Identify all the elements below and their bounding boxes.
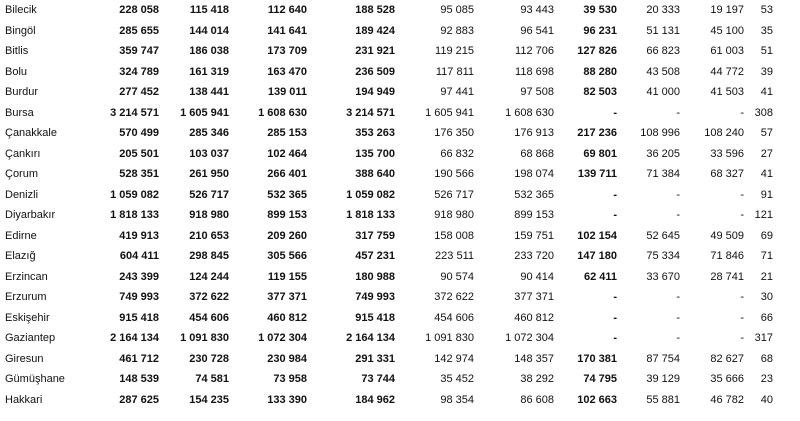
province-name: Eskişehir <box>5 311 50 324</box>
province-name: Denizli <box>5 188 39 201</box>
province-name: Diyarbakır <box>5 209 56 222</box>
table-row <box>0 103 800 124</box>
province-name: Edirne <box>5 229 37 242</box>
table-cell: 454 606 <box>189 311 229 324</box>
table-cell: 147 180 <box>577 250 617 263</box>
table-cell: - <box>740 311 744 324</box>
table-cell: 287 625 <box>119 393 159 406</box>
table-cell: 372 622 <box>189 291 229 304</box>
table-cell: 460 812 <box>267 311 307 324</box>
province-name: Gaziantep <box>5 332 56 345</box>
table-row <box>0 123 800 144</box>
table-cell: 112 706 <box>515 45 554 58</box>
table-cell: 154 235 <box>189 393 229 406</box>
table-cell: 1 072 304 <box>505 332 554 345</box>
table-cell: 526 717 <box>434 188 474 201</box>
table-cell: - <box>740 106 744 119</box>
table-cell: 19 197 <box>710 4 744 17</box>
table-cell: 161 319 <box>189 65 229 78</box>
table-cell: 127 826 <box>577 45 617 58</box>
table-cell: 28 741 <box>710 270 744 283</box>
table-cell: 71 384 <box>646 168 680 181</box>
table-cell: 93 443 <box>520 4 554 17</box>
table-cell: 119 215 <box>435 45 474 58</box>
table-cell: 82 503 <box>583 86 617 99</box>
table-cell: 30 <box>760 291 773 304</box>
table-cell: 75 334 <box>646 250 680 263</box>
table-cell: 96 231 <box>583 24 617 37</box>
table-row <box>0 308 800 329</box>
table-cell: 40 <box>760 393 773 406</box>
table-cell: 121 <box>754 209 773 222</box>
table-cell: 243 399 <box>119 270 159 283</box>
province-name: Çankırı <box>5 147 41 160</box>
table-cell: 62 411 <box>583 270 617 283</box>
table-cell: - <box>613 106 617 119</box>
table-cell: 46 782 <box>710 393 744 406</box>
table-row <box>0 144 800 165</box>
table-cell: 90 574 <box>440 270 474 283</box>
table-cell: - <box>676 106 680 119</box>
table-cell: 532 365 <box>267 188 307 201</box>
table-cell: 298 845 <box>189 250 229 263</box>
province-name: Hakkari <box>5 393 43 406</box>
table-cell: 20 333 <box>646 4 680 17</box>
table-cell: 1 605 941 <box>180 106 229 119</box>
table-cell: - <box>613 188 617 201</box>
table-cell: 3 214 571 <box>110 106 159 119</box>
table-cell: 68 <box>760 352 773 365</box>
table-cell: 142 974 <box>434 352 474 365</box>
table-cell: 73 744 <box>361 373 395 386</box>
table-cell: 71 846 <box>710 250 744 263</box>
table-cell: 308 <box>754 106 773 119</box>
table-cell: 158 008 <box>434 229 474 242</box>
table-cell: 285 153 <box>267 127 307 140</box>
table-row <box>0 185 800 206</box>
table-cell: 749 993 <box>355 291 395 304</box>
table-cell: 163 470 <box>267 65 307 78</box>
table-cell: 102 464 <box>267 147 307 160</box>
table-cell: 39 <box>760 65 773 78</box>
table-cell: 27 <box>760 147 773 160</box>
table-cell: 112 640 <box>267 4 307 17</box>
table-cell: - <box>613 291 617 304</box>
table-cell: - <box>676 291 680 304</box>
table-cell: - <box>740 291 744 304</box>
table-cell: 231 921 <box>355 45 395 58</box>
table-cell: 223 511 <box>435 250 474 263</box>
table-cell: 74 581 <box>195 373 229 386</box>
table-row <box>0 287 800 308</box>
table-cell: 51 <box>760 45 773 58</box>
table-cell: 1 605 941 <box>425 106 474 119</box>
table-cell: 1 059 082 <box>346 188 395 201</box>
table-cell: 1 059 082 <box>110 188 159 201</box>
province-name: Çorum <box>5 168 39 181</box>
table-cell: 68 868 <box>520 147 554 160</box>
table-cell: 141 641 <box>267 24 307 37</box>
table-cell: 144 014 <box>189 24 229 37</box>
table-cell: - <box>740 188 744 201</box>
table-cell: 915 418 <box>119 311 159 324</box>
province-name: Bolu <box>5 65 28 78</box>
table-row <box>0 205 800 226</box>
table-cell: 190 566 <box>434 168 474 181</box>
table-cell: 176 350 <box>434 127 474 140</box>
table-cell: 41 <box>760 168 773 181</box>
table-cell: 66 832 <box>440 147 474 160</box>
province-name: Burdur <box>5 86 39 99</box>
table-cell: 69 801 <box>583 147 617 160</box>
table-cell: 189 424 <box>355 24 395 37</box>
table-cell: 1 608 630 <box>505 106 554 119</box>
table-row <box>0 41 800 62</box>
table-cell: 2 164 134 <box>346 332 395 345</box>
table-cell: 324 789 <box>119 65 159 78</box>
table-cell: 377 371 <box>514 291 554 304</box>
table-cell: 95 085 <box>440 4 474 17</box>
table-cell: 41 <box>760 86 773 99</box>
table-cell: 457 231 <box>355 250 395 263</box>
table-cell: 66 823 <box>646 45 680 58</box>
table-cell: 198 074 <box>514 168 554 181</box>
table-cell: 915 418 <box>355 311 395 324</box>
table-cell: 305 566 <box>267 250 307 263</box>
table-cell: - <box>740 332 744 345</box>
table-cell: 69 <box>760 229 773 242</box>
table-cell: 135 700 <box>355 147 395 160</box>
province-name: Gümüşhane <box>5 373 65 386</box>
table-cell: 230 728 <box>189 352 229 365</box>
table-cell: 170 381 <box>577 352 617 365</box>
table-cell: 918 980 <box>189 209 229 222</box>
table-cell: 570 499 <box>119 127 159 140</box>
table-cell: 103 037 <box>189 147 229 160</box>
table-cell: 277 452 <box>119 86 159 99</box>
table-cell: 180 988 <box>355 270 395 283</box>
province-name: Elazığ <box>5 250 36 263</box>
table-cell: 45 100 <box>710 24 744 37</box>
table-cell: 61 003 <box>710 45 744 58</box>
table-cell: 899 153 <box>514 209 554 222</box>
table-cell: 102 154 <box>577 229 617 242</box>
table-cell: 419 913 <box>119 229 159 242</box>
table-cell: 138 441 <box>189 86 229 99</box>
province-name: Çanakkale <box>5 127 57 140</box>
table-cell: - <box>676 332 680 345</box>
table-cell: 35 666 <box>710 373 744 386</box>
table-cell: 118 698 <box>515 65 554 78</box>
table-cell: 115 418 <box>189 4 229 17</box>
table-cell: 87 754 <box>646 352 680 365</box>
table-cell: 39 530 <box>583 4 617 17</box>
table-cell: 97 508 <box>520 86 554 99</box>
table-cell: 43 508 <box>646 65 680 78</box>
table-cell: 148 539 <box>119 373 159 386</box>
table-cell: 51 131 <box>646 24 680 37</box>
table-cell: 261 950 <box>189 168 229 181</box>
table-cell: 92 883 <box>440 24 474 37</box>
table-cell: 73 958 <box>273 373 307 386</box>
table-cell: 124 244 <box>189 270 229 283</box>
table-row <box>0 267 800 288</box>
table-cell: 66 <box>760 311 773 324</box>
table-cell: 159 751 <box>514 229 554 242</box>
table-cell: 117 811 <box>435 65 474 78</box>
table-cell: 21 <box>760 270 773 283</box>
table-cell: 532 365 <box>514 188 554 201</box>
table-cell: 53 <box>760 4 773 17</box>
table-cell: 88 280 <box>583 65 617 78</box>
table-cell: 228 058 <box>119 4 159 17</box>
table-row <box>0 82 800 103</box>
table-cell: 35 452 <box>440 373 474 386</box>
table-cell: 317 <box>754 332 773 345</box>
province-name: Erzincan <box>5 270 48 283</box>
table-cell: 205 501 <box>119 147 159 160</box>
table-row <box>0 328 800 349</box>
table-cell: - <box>740 209 744 222</box>
table-cell: 1 072 304 <box>258 332 307 345</box>
table-cell: 377 371 <box>267 291 307 304</box>
table-cell: 173 709 <box>267 45 307 58</box>
province-name: Bingöl <box>5 24 36 37</box>
table-cell: 230 984 <box>267 352 307 365</box>
table-cell: - <box>613 209 617 222</box>
table-cell: 108 996 <box>640 127 680 140</box>
table-cell: 96 541 <box>520 24 554 37</box>
table-cell: 86 608 <box>520 393 554 406</box>
table-cell: 33 596 <box>710 147 744 160</box>
table-row <box>0 246 800 267</box>
table-cell: 749 993 <box>119 291 159 304</box>
table-cell: 210 653 <box>189 229 229 242</box>
table-row <box>0 390 800 411</box>
table-cell: 233 720 <box>514 250 554 263</box>
table-cell: 604 411 <box>119 250 159 263</box>
table-cell: 35 <box>760 24 773 37</box>
table-cell: 528 351 <box>119 168 159 181</box>
table-cell: 52 645 <box>646 229 680 242</box>
table-cell: 209 260 <box>267 229 307 242</box>
table-cell: 57 <box>760 127 773 140</box>
table-cell: 899 153 <box>267 209 307 222</box>
table-cell: 44 772 <box>710 65 744 78</box>
table-cell: 285 655 <box>119 24 159 37</box>
table-cell: 461 712 <box>119 352 159 365</box>
table-cell: 372 622 <box>434 291 474 304</box>
table-cell: - <box>676 209 680 222</box>
table-cell: 359 747 <box>119 45 159 58</box>
table-cell: 36 205 <box>646 147 680 160</box>
table-cell: 388 640 <box>355 168 395 181</box>
table-cell: 41 503 <box>710 86 744 99</box>
table-row <box>0 62 800 83</box>
table-cell: 1 091 830 <box>180 332 229 345</box>
table-cell: 1 608 630 <box>258 106 307 119</box>
table-cell: 49 509 <box>710 229 744 242</box>
table-cell: - <box>613 311 617 324</box>
table-cell: 38 292 <box>520 373 554 386</box>
table-cell: 90 414 <box>520 270 554 283</box>
table-cell: 526 717 <box>189 188 229 201</box>
table-cell: 266 401 <box>267 168 307 181</box>
province-name: Bitlis <box>5 45 29 58</box>
table-cell: 194 949 <box>355 86 395 99</box>
table-cell: 39 129 <box>646 373 680 386</box>
table-cell: 98 354 <box>440 393 474 406</box>
table-cell: - <box>676 311 680 324</box>
table-cell: 317 759 <box>355 229 395 242</box>
province-name: Giresun <box>5 352 44 365</box>
table-cell: 102 663 <box>577 393 617 406</box>
table-cell: - <box>613 332 617 345</box>
table-cell: 97 441 <box>440 86 474 99</box>
table-cell: 217 236 <box>577 127 617 140</box>
table-row <box>0 164 800 185</box>
province-name: Bursa <box>5 106 34 119</box>
table-cell: 285 346 <box>189 127 229 140</box>
table-cell: 139 711 <box>577 168 617 181</box>
table-cell: - <box>676 188 680 201</box>
table-cell: 23 <box>760 373 773 386</box>
table-cell: 74 795 <box>583 373 617 386</box>
table-cell: 55 881 <box>646 393 680 406</box>
province-name: Bilecik <box>5 4 37 17</box>
table-cell: 41 000 <box>646 86 680 99</box>
table-cell: 176 913 <box>514 127 554 140</box>
table-cell: 1 818 133 <box>346 209 395 222</box>
table-cell: 33 670 <box>646 270 680 283</box>
table-cell: 133 390 <box>267 393 307 406</box>
table-cell: 82 627 <box>710 352 744 365</box>
table-cell: 353 263 <box>355 127 395 140</box>
table-cell: 108 240 <box>704 127 744 140</box>
table-cell: 184 962 <box>355 393 395 406</box>
table-cell: 291 331 <box>355 352 395 365</box>
table-row <box>0 369 800 390</box>
province-name: Erzurum <box>5 291 47 304</box>
table-cell: 460 812 <box>514 311 554 324</box>
table-row <box>0 21 800 42</box>
table-cell: 188 528 <box>355 4 395 17</box>
table-row <box>0 0 800 21</box>
table-cell: 1 091 830 <box>425 332 474 345</box>
table-cell: 68 327 <box>710 168 744 181</box>
table-cell: 3 214 571 <box>346 106 395 119</box>
table-cell: 91 <box>760 188 773 201</box>
table-cell: 918 980 <box>434 209 474 222</box>
table-cell: 454 606 <box>434 311 474 324</box>
table-cell: 71 <box>760 250 773 263</box>
table-cell: 1 818 133 <box>110 209 159 222</box>
table-cell: 236 509 <box>355 65 395 78</box>
table-cell: 119 155 <box>267 270 307 283</box>
table-row <box>0 349 800 370</box>
table-cell: 139 011 <box>267 86 307 99</box>
table-row <box>0 226 800 247</box>
table-cell: 186 038 <box>189 45 229 58</box>
table-cell: 2 164 134 <box>110 332 159 345</box>
table-cell: 148 357 <box>514 352 554 365</box>
